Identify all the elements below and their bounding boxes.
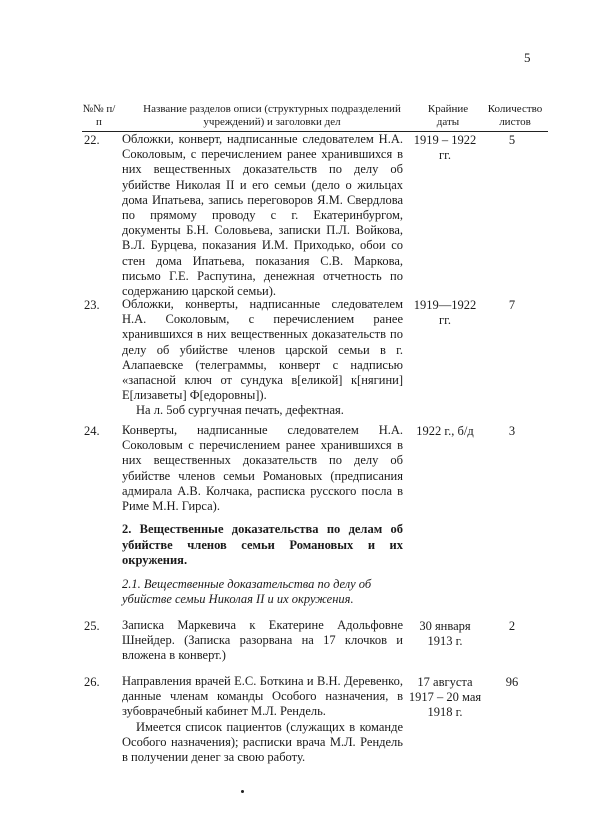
- page-number: 5: [524, 50, 531, 65]
- row-24-dates: 1922 г., б/д: [416, 424, 474, 438]
- row-23-text: [122, 297, 403, 419]
- row-26-num: 26.: [84, 675, 100, 689]
- row-22-text-body: Обложки, конверт, надписанные следователем Н.А. Соколовым, с перечислением ранее хранившихся в них вещественных доказательств по делу об убийстве Николая II и его семьи (дело о жильцах дома Ипатьева, запись переговоров Я.М. Свердлова по прямому проводу с г. Екатеринбургом, документы Б.Н. Соловьева, записки П.Л. Войкова, В.Л. Бурцева, показания И.М. Приходько, обои со стен дома Ипатьева, показания С.В. Маркова, письмо Г.Е. Распутина, денежная отчетность по содержанию царской семьи).: [122, 132, 403, 299]
- row-24-count: 3: [508, 424, 516, 438]
- row-25-count: 2: [508, 619, 516, 633]
- header-count: Количество листов: [487, 103, 543, 128]
- section-title: 2. Вещественные доказательства по делам об убийстве членов семьи Романовых и их окружения.: [122, 522, 403, 567]
- row-25-dates: 30 января 1913 г.: [419, 619, 471, 648]
- scan-speck: [241, 790, 244, 793]
- row-26-text-body: Направления врачей Е.С. Боткина и В.Н. Деревенко, данные членам команды Особого назначения, в зубоврачебный кабинет М.Л. Рендель.: [122, 674, 403, 719]
- row-23-count: 7: [508, 298, 516, 312]
- header-title: Название разделов описи (структурных подразделений учреждений) и заголовки дел: [143, 103, 401, 128]
- row-25-text: [122, 618, 403, 664]
- header-num: №№ п/п: [82, 103, 116, 128]
- row-23-dates: 1919—1922 гг.: [413, 298, 477, 327]
- row-23-note: На л. 5об сургучная печать, дефектная.: [136, 403, 344, 418]
- row-24-text: [122, 423, 403, 514]
- row-26-note: Имеется список пациентов (служащих в команде Особого назначения); расписки врача М.Л. Рендель в получении денег за свою работу.: [122, 719, 403, 765]
- row-26-dates: 17 августа 1917 – 20 мая 1918 г.: [408, 675, 482, 719]
- row-23-text-body: Обложки, конверты, надписанные следователем Н.А. Соколовым, с перечислением ранее хранившихся в них вещественных доказательств по делу об убийстве членов царской семьи в г. Алапаевске (телеграммы, конверт с надписью «запасной ключ от сундука в[еликой] к[нягини] Е[лизаветы] Ф[едоровны]).: [122, 297, 403, 403]
- row-22-text: [122, 132, 403, 299]
- row-25-text-body: Записка Маркевича к Екатерине Адольфовне Шнейдер. (Записка разорвана на 17 клочков и вложена в конверт.): [122, 618, 403, 663]
- row-23-num: 23.: [84, 298, 100, 312]
- row-24-text-body: Конверты, надписанные следователем Н.А. Соколовым с перечислением ранее хранившихся в них вещественных доказательств по делу об убийстве членов семьи Романовых (предписания адмирала А.В. Колчака, расписка русского посла в Риме М.Н. Гирса).: [122, 423, 403, 514]
- table-header: [82, 103, 552, 133]
- subsection-title: 2.1. Вещественные доказательства по делу об убийстве семьи Николая II и их окружения.: [122, 577, 372, 606]
- row-22-dates: 1919 – 1922 гг.: [413, 133, 477, 162]
- row-26-text: [122, 674, 403, 765]
- row-22-num: 22.: [84, 133, 100, 147]
- row-24-num: 24.: [84, 424, 100, 438]
- row-22-count: 5: [508, 133, 516, 147]
- header-dates: Крайние даты: [427, 103, 469, 128]
- row-25-num: 25.: [84, 619, 100, 633]
- row-26-count: 96: [505, 675, 519, 689]
